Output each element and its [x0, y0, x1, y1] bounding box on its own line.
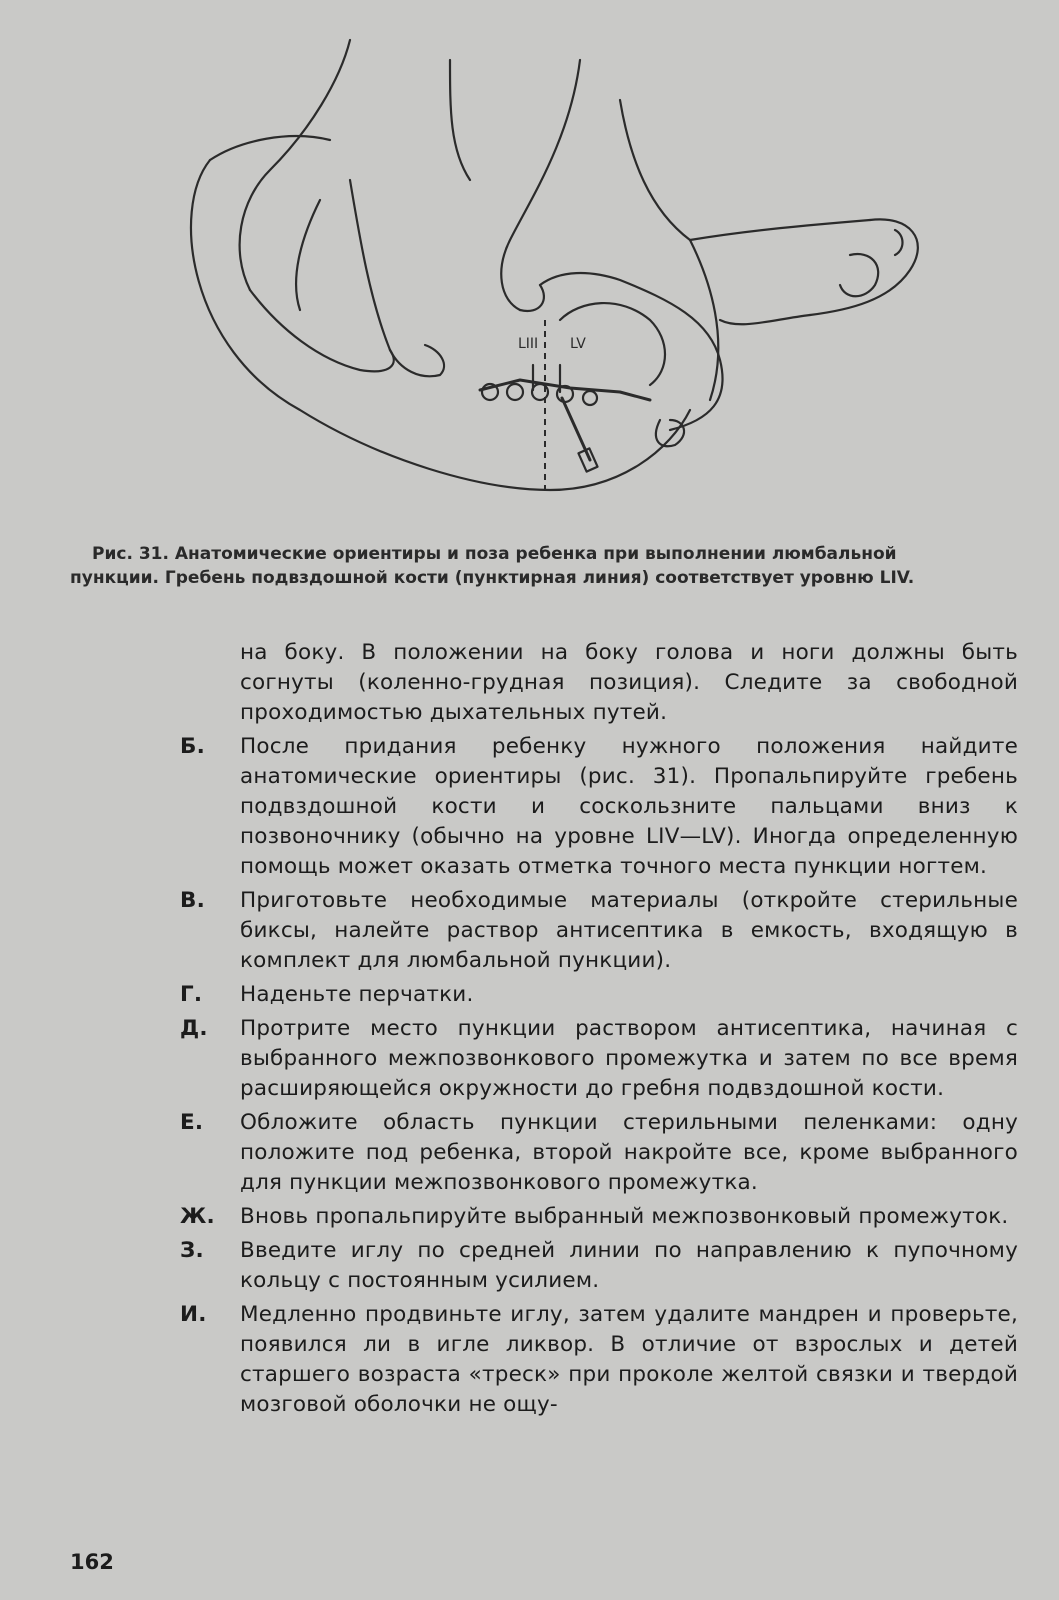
continued-paragraph: на боку. В положении на боку голова и ноги должны быть согнуты (коленно-грудная позиция). Следите за свободной проходимостью дыхательных путей.	[240, 640, 1018, 725]
list-item-d	[180, 1014, 1018, 1104]
list-item-z	[180, 1236, 1018, 1296]
list-item-text: Обложите область пункции стерильными пеленками: одну положите под ребенка, второй накройте все, кроме выбранного для пункции межпозвонкового промежутка.	[240, 1110, 1018, 1195]
list-marker: В.	[180, 888, 205, 913]
list-marker: З.	[180, 1238, 204, 1263]
list-item-text: После придания ребенку нужного положения найдите анатомические ориентиры (рис. 31). Пропальпируйте гребень подвздошной кости и соскользните пальцами вниз к позвоночнику (обычно на уровне LIV—LV). Иногда определенную помощь может оказать отметка точного места пункции ногтем.	[240, 734, 1018, 879]
figure-lumbar-puncture-illustration	[150, 20, 940, 520]
list-item-i	[180, 1300, 1018, 1420]
label-l3: LIII	[518, 336, 539, 352]
list-item-text: Введите иглу по средней линии по направлению к пупочному кольцу с постоянным усилием.	[240, 1238, 1018, 1293]
list-item-zh	[180, 1202, 1018, 1232]
list-item-text: Протрите место пункции раствором антисептика, начиная с выбранного межпозвонкового промежутка и затем по все время расширяющейся окружности до гребня подвздошной кости.	[240, 1016, 1018, 1101]
list-marker: Е.	[180, 1110, 204, 1135]
list-item-g	[180, 980, 1018, 1010]
list-item-text: Вновь пропальпируйте выбранный межпозвонковый промежуток.	[240, 1204, 1009, 1229]
list-marker: Ж.	[180, 1204, 215, 1229]
list-item-e	[180, 1108, 1018, 1198]
list-marker: Г.	[180, 982, 203, 1007]
list-item-v	[180, 886, 1018, 976]
list-marker: И.	[180, 1302, 207, 1327]
list-marker: Д.	[180, 1016, 208, 1041]
label-l5: LV	[570, 336, 586, 352]
list-item-text: Медленно продвиньте иглу, затем удалите мандрен и проверьте, появился ли в игле ликвор. В отличие от взрослых и детей старшего возраста «треск» при проколе желтой связки и твердой мозговой оболочки не ощу-	[240, 1302, 1018, 1417]
list-item-text: Приготовьте необходимые материалы (откройте стерильные биксы, налейте раствор антисептика в емкость, входящую в комплект для люмбальной пункции).	[240, 888, 1018, 973]
body-text	[180, 638, 1018, 1424]
list-marker: Б.	[180, 734, 205, 759]
page-number: 162	[70, 1550, 114, 1574]
infant-position-drawing	[150, 20, 940, 520]
list-item-b	[180, 732, 1018, 882]
caption-line-2: пункции. Гребень подвздошной кости (пунктирная линия) соответствует уровню LIV.	[70, 568, 915, 588]
caption-line-1: Рис. 31. Анатомические ориентиры и поза ребенка при выполнении люмбальной	[92, 544, 897, 564]
figure-caption	[70, 542, 1030, 590]
list-item-text: Наденьте перчатки.	[240, 982, 474, 1007]
